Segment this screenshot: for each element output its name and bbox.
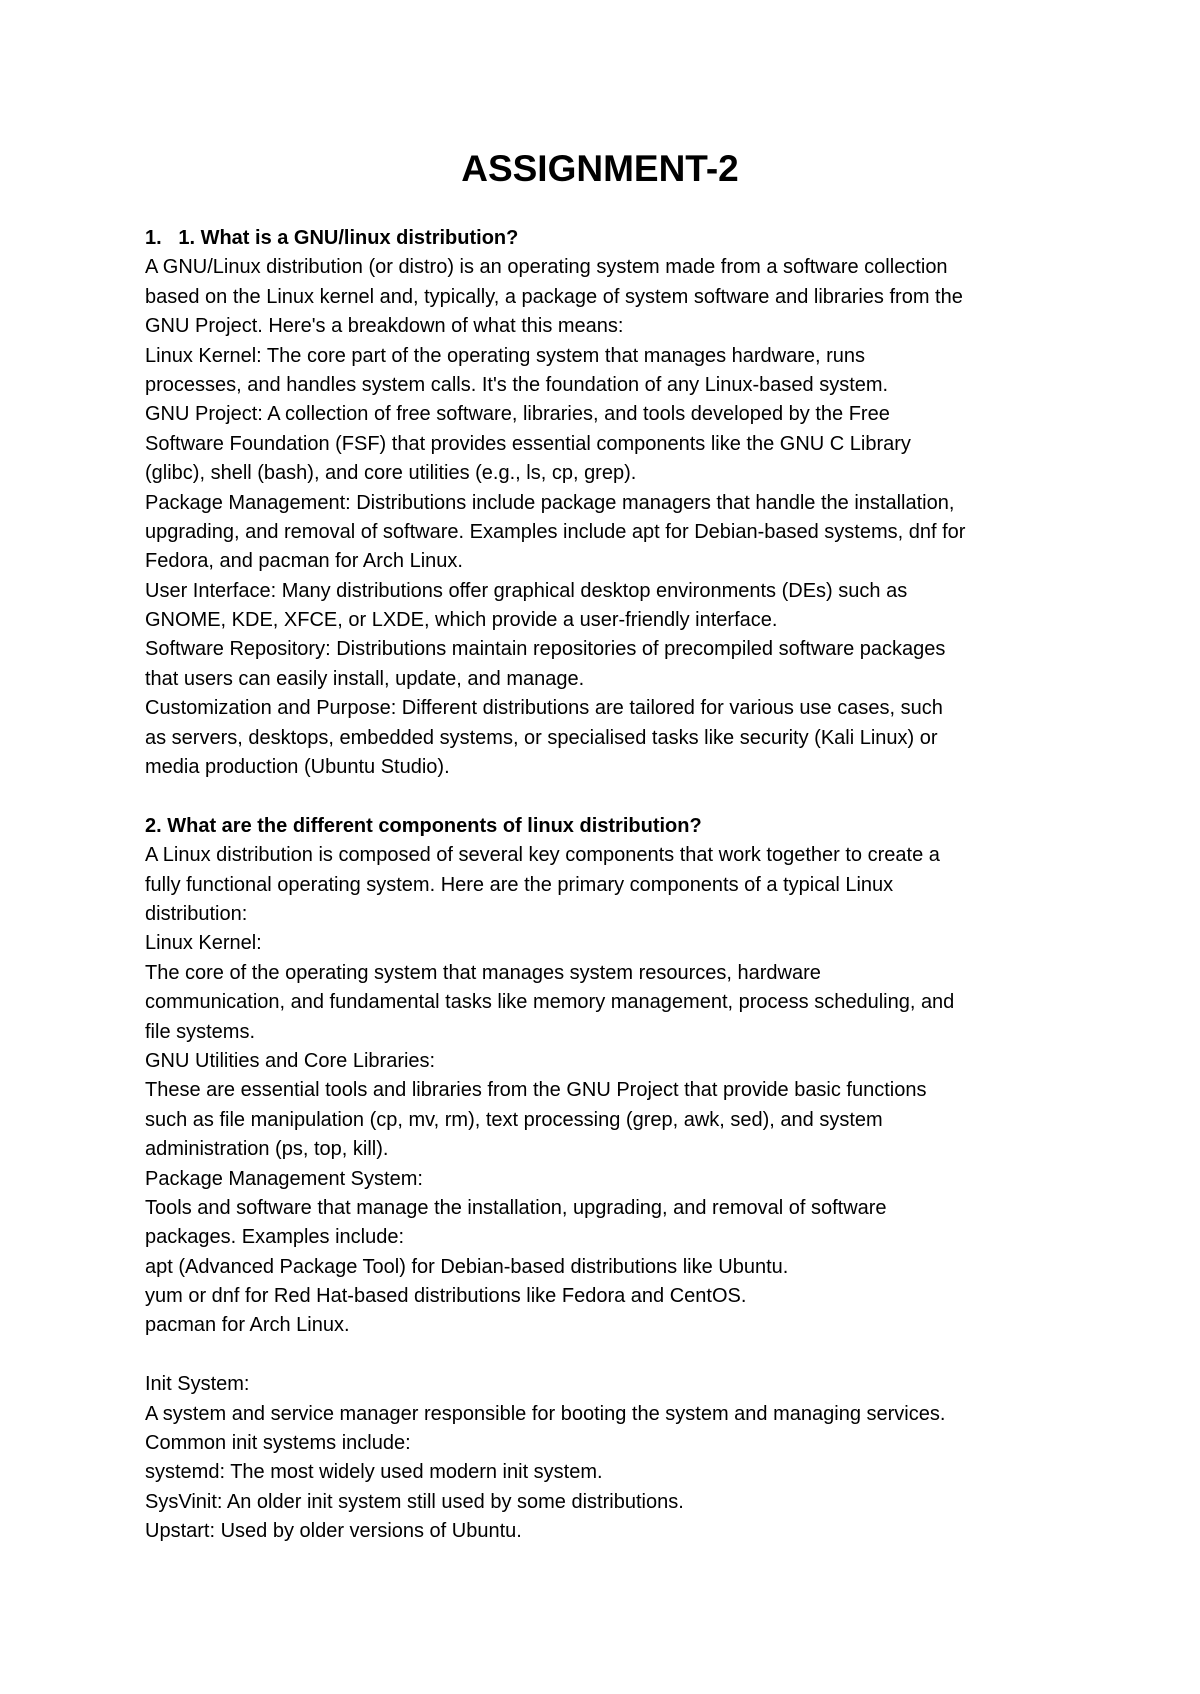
body-line: based on the Linux kernel and, typically, a package of system software and libraries from the xyxy=(145,285,963,308)
body-line: The core of the operating system that manages system resources, hardware xyxy=(145,961,821,984)
body-line: Fedora, and pacman for Arch Linux. xyxy=(145,550,463,573)
body-line: (glibc), shell (bash), and core utilities (e.g., ls, cp, grep). xyxy=(145,462,637,485)
body-line: Package Management: Distributions include package managers that handle the installation, xyxy=(145,491,955,514)
body-line: systemd: The most widely used modern init system. xyxy=(145,1461,603,1484)
body-line: yum or dnf for Red Hat-based distributions like Fedora and CentOS. xyxy=(145,1285,747,1308)
body-line: communication, and fundamental tasks like memory management, process scheduling, and xyxy=(145,991,955,1014)
body-line: Software Repository: Distributions maintain repositories of precompiled software packages xyxy=(145,638,946,661)
body-line: Common init systems include: xyxy=(145,1432,411,1455)
body-line: Software Foundation (FSF) that provides essential components like the GNU C Library xyxy=(145,432,911,455)
body-line: GNOME, KDE, XFCE, or LXDE, which provide a user-friendly interface. xyxy=(145,609,778,632)
body-line: distribution: xyxy=(145,902,248,925)
body-line: GNU Utilities and Core Libraries: xyxy=(145,1049,436,1072)
body-line: GNU Project: A collection of free software, libraries, and tools developed by the Free xyxy=(145,403,890,426)
body-line: A Linux distribution is composed of several key components that work together to create a xyxy=(145,844,940,867)
question-heading: 1. 1. What is a GNU/linux distribution? xyxy=(145,227,519,249)
body-line: A GNU/Linux distribution (or distro) is an operating system made from a software collection xyxy=(145,256,948,279)
body-line: as servers, desktops, embedded systems, or specialised tasks like security (Kali Linux) or xyxy=(145,726,938,749)
body-line: SysVinit: An older init system still used by some distributions. xyxy=(145,1490,684,1513)
body-line: administration (ps, top, kill). xyxy=(145,1138,389,1161)
body-line: Tools and software that manage the installation, upgrading, and removal of software xyxy=(145,1196,887,1219)
body-line: that users can easily install, update, and manage. xyxy=(145,667,585,690)
body-line: packages. Examples include: xyxy=(145,1226,405,1249)
page-title: ASSIGNMENT-2 xyxy=(461,148,739,189)
body-line: Init System: xyxy=(145,1373,250,1396)
body-line: fully functional operating system. Here are the primary components of a typical Linux xyxy=(145,873,894,896)
body-line: Linux Kernel: The core part of the operating system that manages hardware, runs xyxy=(145,344,866,367)
body-line: These are essential tools and libraries from the GNU Project that provide basic functions xyxy=(145,1079,927,1102)
body-line: apt (Advanced Package Tool) for Debian-based distributions like Ubuntu. xyxy=(145,1255,789,1278)
body-line: pacman for Arch Linux. xyxy=(145,1314,350,1337)
body-line: Package Management System: xyxy=(145,1167,423,1190)
body-line: User Interface: Many distributions offer graphical desktop environments (DEs) such as xyxy=(145,579,908,602)
body-line: upgrading, and removal of software. Examples include apt for Debian-based systems, dnf for xyxy=(145,520,966,543)
blank-line xyxy=(145,1341,1095,1370)
document-body xyxy=(145,224,1095,1547)
question-heading: 2. What are the different components of linux distribution? xyxy=(145,814,702,837)
body-line: A system and service manager responsible for booting the system and managing services. xyxy=(145,1402,946,1425)
body-line: processes, and handles system calls. It's the foundation of any Linux-based system. xyxy=(145,373,889,396)
body-line: Upstart: Used by older versions of Ubuntu. xyxy=(145,1520,522,1543)
body-line: Linux Kernel: xyxy=(145,932,262,955)
body-line: Customization and Purpose: Different distributions are tailored for various use cases, such xyxy=(145,697,943,720)
body-line: media production (Ubuntu Studio). xyxy=(145,756,450,779)
blank-line xyxy=(145,782,1095,811)
body-line: file systems. xyxy=(145,1020,256,1043)
body-line: such as file manipulation (cp, mv, rm), text processing (grep, awk, sed), and system xyxy=(145,1108,883,1131)
body-line: GNU Project. Here's a breakdown of what this means: xyxy=(145,315,624,338)
